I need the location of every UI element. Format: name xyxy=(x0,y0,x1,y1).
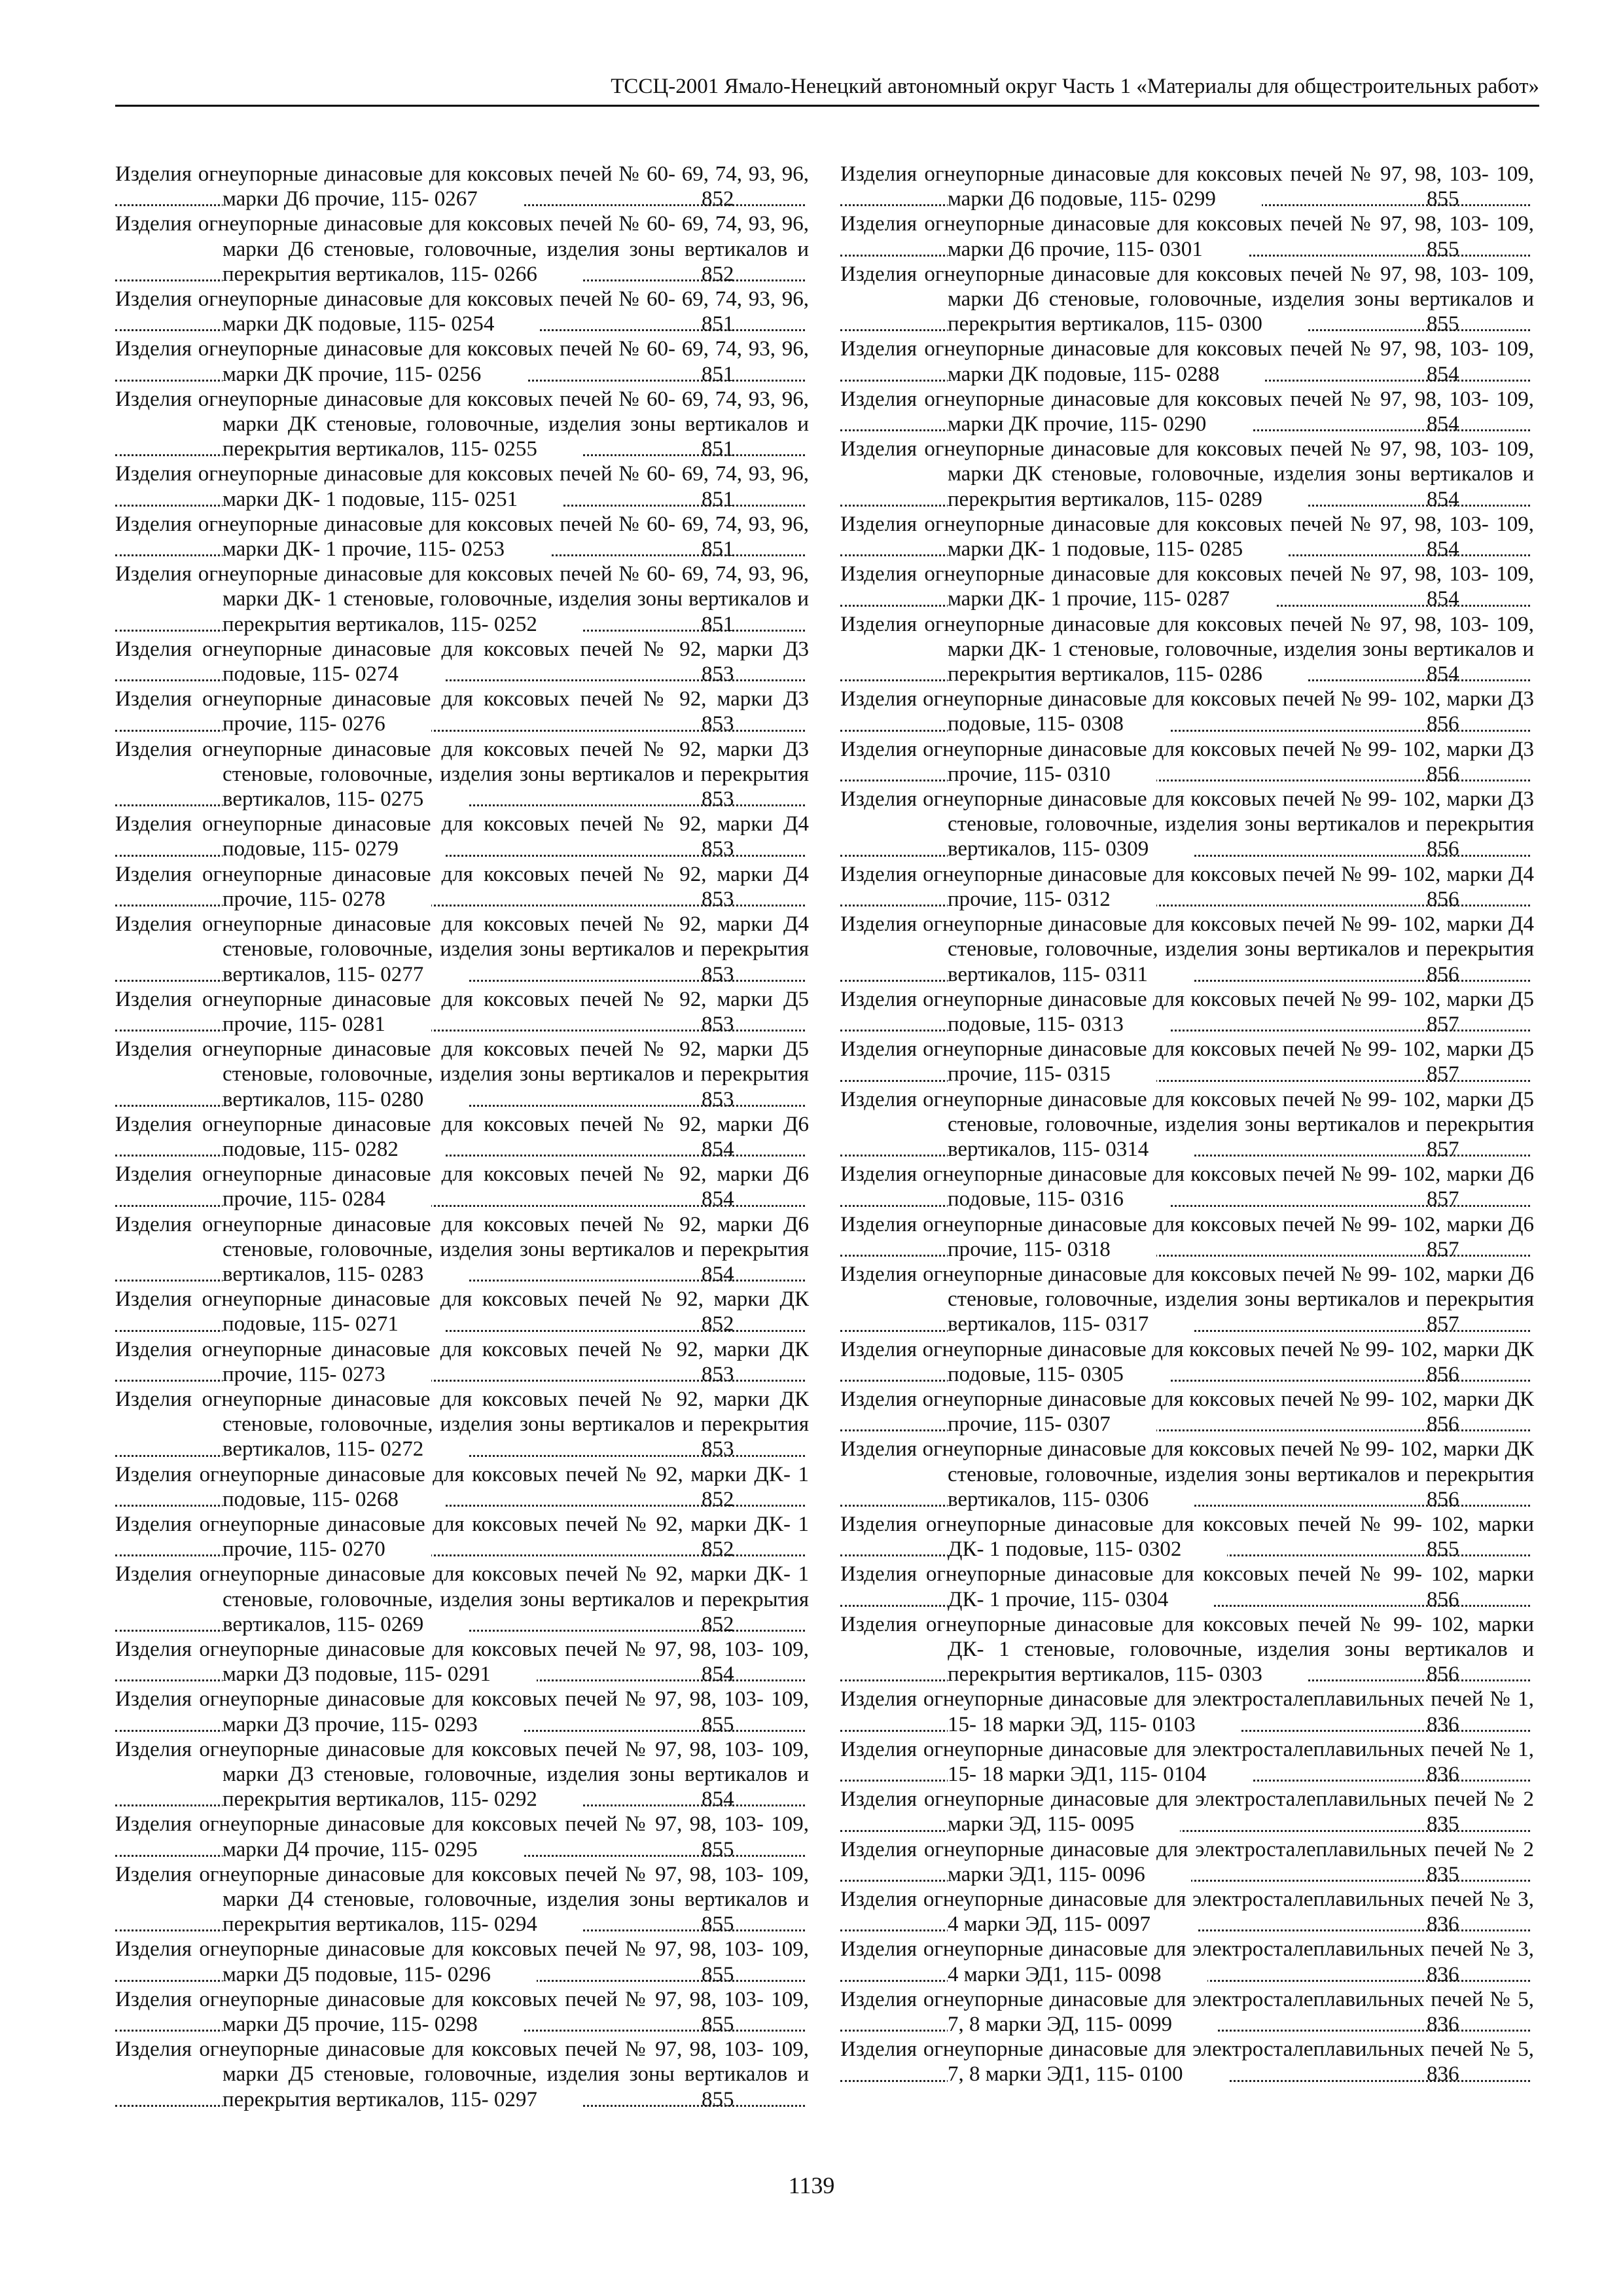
index-entry-text: Изделия огнеупорные динасовые для коксовых печей № 92, марки ДК прочие, 115- 0273 xyxy=(115,1337,809,1386)
index-entry-text: Изделия огнеупорные динасовые для коксовых печей № 60- 69, 74, 93, 96, марки Д6 прочие, 115- 0267 xyxy=(115,162,809,211)
index-entry-text: Изделия огнеупорные динасовые для коксовых печей № 92, марки Д6 подовые, 115- 0282 xyxy=(115,1112,809,1161)
index-entry xyxy=(115,562,809,637)
index-entry-page: 854 xyxy=(806,1787,809,1812)
index-entry xyxy=(115,1387,809,1462)
index-entry xyxy=(840,437,1534,512)
index-entry xyxy=(115,2037,809,2112)
index-entry xyxy=(840,1562,1534,1611)
index-entry-page: 852 xyxy=(806,1487,809,1512)
index-entry-text: Изделия огнеупорные динасовые для коксовых печей № 92, марки ДК стеновые, головочные, изделия зоны вертикалов и перекрытия вертикалов, 115- 0272 xyxy=(115,1387,809,1462)
index-entry-text: Изделия огнеупорные динасовые для электросталеплавильных печей № 5, 7, 8 марки ЭД, 115- 0099 xyxy=(840,1987,1534,2037)
index-entry-text: Изделия огнеупорные динасовые для коксовых печей № 99- 102, марки Д3 подовые, 115- 0308 xyxy=(840,687,1534,736)
index-entry xyxy=(115,1512,809,1562)
index-entry-text: Изделия огнеупорные динасовые для коксовых печей № 92, марки Д6 прочие, 115- 0284 xyxy=(115,1162,809,1211)
index-entry-text: Изделия огнеупорные динасовые для коксовых печей № 97, 98, 103- 109, марки Д5 прочие, 115- 0298 xyxy=(115,1987,809,2037)
index-entry-text: Изделия огнеупорные динасовые для коксовых печей № 99- 102, марки Д5 прочие, 115- 0315 xyxy=(840,1037,1534,1086)
index-entry xyxy=(115,1812,809,1861)
index-entry xyxy=(115,1162,809,1211)
index-entry-text: Изделия огнеупорные динасовые для коксовых печей № 99- 102, марки Д6 прочие, 115- 0318 xyxy=(840,1212,1534,1261)
index-entry-page: 856 xyxy=(1531,1587,1534,1612)
index-entry-text: Изделия огнеупорные динасовые для коксовых печей № 92, марки Д3 стеновые, головочные, изделия зоны вертикалов и перекрытия вертикалов, 115- 0275 xyxy=(115,737,809,812)
index-entry-page: 856 xyxy=(1531,1662,1534,1687)
index-entry xyxy=(840,2037,1534,2087)
index-entry-page: 856 xyxy=(1531,1362,1534,1387)
index-entry xyxy=(840,1787,1534,1837)
index-entry xyxy=(840,336,1534,386)
index-entry-text: Изделия огнеупорные динасовые для коксовых печей № 97, 98, 103- 109, марки Д4 прочие, 115- 0295 xyxy=(115,1812,809,1861)
index-entry-page: 854 xyxy=(1531,362,1534,387)
index-entry xyxy=(840,612,1534,687)
index-entry xyxy=(115,461,809,511)
index-entry-page: 854 xyxy=(1531,412,1534,437)
index-entry xyxy=(840,1612,1534,1687)
index-entry-page: 854 xyxy=(806,1662,809,1687)
index-entry-page: 853 xyxy=(806,1012,809,1037)
index-entry-text: Изделия огнеупорные динасовые для коксовых печей № 60- 69, 74, 93, 96, марки ДК- 1 подовые, 115- 0251 xyxy=(115,462,809,511)
index-entry xyxy=(115,1987,809,2037)
index-entry-text: Изделия огнеупорные динасовые для коксовых печей № 60- 69, 74, 93, 96, марки ДК- 1 стеновые, головочные, изделия зоны вертикалов и перекрытия вертикалов, 115- 0252 xyxy=(115,562,809,636)
index-entry-text: Изделия огнеупорные динасовые для коксовых печей № 92, марки ДК- 1 прочие, 115- 0270 xyxy=(115,1512,809,1562)
index-entry-page: 856 xyxy=(1531,762,1534,787)
index-entry-page: 855 xyxy=(806,1962,809,1987)
index-entry-page: 851 xyxy=(806,537,809,562)
index-entry-text: Изделия огнеупорные динасовые для коксовых печей № 92, марки Д3 подовые, 115- 0274 xyxy=(115,637,809,687)
index-entry xyxy=(115,287,809,336)
index-entry-text: Изделия огнеупорные динасовые для коксовых печей № 99- 102, марки Д3 стеновые, головочные, изделия зоны вертикалов и перекрытия вертикалов, 115- 0309 xyxy=(840,787,1534,861)
index-entry-page: 857 xyxy=(1531,1312,1534,1336)
index-entry-page: 852 xyxy=(806,1612,809,1637)
index-entry-page: 855 xyxy=(806,1837,809,1862)
index-entry-page: 853 xyxy=(806,1362,809,1387)
index-entry-text: Изделия огнеупорные динасовые для коксовых печей № 97, 98, 103- 109, марки ДК- 1 стеновые, головочные, изделия зоны вертикалов и перекрытия вертикалов, 115- 0286 xyxy=(840,612,1534,687)
index-entry xyxy=(840,1437,1534,1512)
index-entry-page: 855 xyxy=(806,2012,809,2037)
index-entry xyxy=(840,1987,1534,2037)
index-entry-page: 853 xyxy=(806,887,809,912)
index-entry xyxy=(115,637,809,687)
index-entry xyxy=(115,1337,809,1387)
index-entry-text: Изделия огнеупорные динасовые для коксовых печей № 97, 98, 103- 109, марки Д3 стеновые, головочные, изделия зоны вертикалов и перекрытия вертикалов, 115- 0292 xyxy=(115,1737,809,1812)
index-entry xyxy=(115,812,809,861)
index-entry-page: 856 xyxy=(1531,887,1534,912)
index-entry xyxy=(115,1212,809,1287)
index-entry-page: 856 xyxy=(1531,711,1534,736)
index-entry xyxy=(115,1562,809,1637)
index-entry-text: Изделия огнеупорные динасовые для коксовых печей № 99- 102, марки ДК- 1 стеновые, головочные, изделия зоны вертикалов и перекрытия вертикалов, 115- 0303 xyxy=(840,1612,1534,1687)
index-entry-page: 854 xyxy=(806,1137,809,1162)
index-entry-text: Изделия огнеупорные динасовые для коксовых печей № 97, 98, 103- 109, марки Д5 стеновые, головочные, изделия зоны вертикалов и перекрытия вертикалов, 115- 0297 xyxy=(115,2037,809,2111)
index-entry xyxy=(840,1937,1534,1986)
index-entry-page: 853 xyxy=(806,662,809,687)
index-entry-text: Изделия огнеупорные динасовые для коксовых печей № 99- 102, марки Д5 стеновые, головочные, изделия зоны вертикалов и перекрытия вертикалов, 115- 0314 xyxy=(840,1087,1534,1161)
index-entry xyxy=(840,562,1534,611)
index-entry-text: Изделия огнеупорные динасовые для коксовых печей № 60- 69, 74, 93, 96, марки Д6 стеновые, головочные, изделия зоны вертикалов и перекрытия вертикалов, 115- 0266 xyxy=(115,212,809,286)
index-entry-page: 851 xyxy=(806,362,809,387)
index-entry-page: 855 xyxy=(1531,312,1534,336)
index-entry xyxy=(115,1037,809,1112)
index-entry xyxy=(840,737,1534,787)
index-entry-text: Изделия огнеупорные динасовые для коксовых печей № 97, 98, 103- 109, марки Д6 стеновые, головочные, изделия зоны вертикалов и перекрытия вертикалов, 115- 0300 xyxy=(840,262,1534,336)
index-column-left xyxy=(115,162,809,2112)
index-entry-page: 852 xyxy=(806,187,809,211)
index-entry-page: 853 xyxy=(806,1437,809,1462)
index-entry-page: 856 xyxy=(1531,1487,1534,1512)
index-entry-page: 854 xyxy=(1531,537,1534,562)
index-entry-page: 855 xyxy=(806,1712,809,1737)
index-entry-page: 852 xyxy=(806,262,809,287)
index-entry xyxy=(115,1687,809,1736)
index-entry-page: 836 xyxy=(1531,1912,1534,1937)
index-entry-text: Изделия огнеупорные динасовые для коксовых печей № 60- 69, 74, 93, 96, марки ДК- 1 прочие, 115- 0253 xyxy=(115,512,809,562)
index-entry-page: 836 xyxy=(1531,1712,1534,1737)
index-entry-page: 855 xyxy=(1531,187,1534,211)
index-entry xyxy=(115,987,809,1037)
index-entry-text: Изделия огнеупорные динасовые для коксовых печей № 92, марки ДК подовые, 115- 0271 xyxy=(115,1287,809,1336)
index-entry-text: Изделия огнеупорные динасовые для электросталеплавильных печей № 3, 4 марки ЭД, 115- 0097 xyxy=(840,1888,1534,1937)
index-entry xyxy=(840,1212,1534,1262)
index-entry xyxy=(115,387,809,462)
index-entry-text: Изделия огнеупорные динасовые для коксовых печей № 97, 98, 103- 109, марки ДК стеновые, головочные, изделия зоны вертикалов и перекрытия вертикалов, 115- 0289 xyxy=(840,437,1534,511)
index-column-right xyxy=(840,162,1534,2087)
index-entry xyxy=(115,862,809,912)
index-entry xyxy=(840,262,1534,337)
index-entry-text: Изделия огнеупорные динасовые для электросталеплавильных печей № 2 марки ЭД, 115- 0095 xyxy=(840,1787,1534,1837)
index-entry-page: 856 xyxy=(1531,836,1534,861)
index-entry-page: 853 xyxy=(806,787,809,812)
index-entry-text: Изделия огнеупорные динасовые для коксовых печей № 99- 102, марки Д6 стеновые, головочные, изделия зоны вертикалов и перекрытия вертикалов, 115- 0317 xyxy=(840,1262,1534,1336)
index-entry xyxy=(840,1687,1534,1736)
index-entry-page: 855 xyxy=(806,2087,809,2112)
index-entry xyxy=(840,1837,1534,1887)
index-entry-page: 853 xyxy=(806,1087,809,1112)
index-entry-page: 852 xyxy=(806,1312,809,1336)
index-entry xyxy=(115,687,809,736)
index-entry xyxy=(115,1462,809,1512)
index-entry-text: Изделия огнеупорные динасовые для коксовых печей № 99- 102, марки Д6 подовые, 115- 0316 xyxy=(840,1162,1534,1211)
index-entry xyxy=(840,987,1534,1037)
index-entry-text: Изделия огнеупорные динасовые для коксовых печей № 60- 69, 74, 93, 96, марки ДК прочие, 115- 0256 xyxy=(115,337,809,386)
index-entry xyxy=(840,912,1534,987)
index-entry xyxy=(840,1887,1534,1937)
index-entry-text: Изделия огнеупорные динасовые для коксовых печей № 97, 98, 103- 109, марки Д6 прочие, 115- 0301 xyxy=(840,212,1534,261)
index-entry-page: 853 xyxy=(806,711,809,736)
index-entry xyxy=(115,336,809,386)
index-entry-page: 855 xyxy=(1531,1537,1534,1562)
index-entry-text: Изделия огнеупорные динасовые для коксовых печей № 97, 98, 103- 109, марки ДК прочие, 115- 0290 xyxy=(840,387,1534,437)
index-entry xyxy=(115,1937,809,1986)
index-entry-page: 856 xyxy=(1531,1412,1534,1437)
index-entry-page: 855 xyxy=(806,1912,809,1937)
index-entry xyxy=(840,387,1534,437)
index-entry-text: Изделия огнеупорные динасовые для коксовых печей № 97, 98, 103- 109, марки Д3 прочие, 115- 0293 xyxy=(115,1687,809,1736)
index-entry-text: Изделия огнеупорные динасовые для коксовых печей № 92, марки Д5 прочие, 115- 0281 xyxy=(115,987,809,1036)
index-entry-text: Изделия огнеупорные динасовые для коксовых печей № 60- 69, 74, 93, 96, марки ДК стеновые, головочные, изделия зоны вертикалов и перекрытия вертикалов, 115- 0255 xyxy=(115,387,809,461)
index-entry xyxy=(840,512,1534,562)
index-entry-page: 857 xyxy=(1531,1187,1534,1211)
index-entry-page: 853 xyxy=(806,962,809,987)
index-entry-text: Изделия огнеупорные динасовые для коксовых печей № 92, марки Д4 прочие, 115- 0278 xyxy=(115,862,809,911)
index-entry-text: Изделия огнеупорные динасовые для коксовых печей № 92, марки ДК- 1 стеновые, головочные, изделия зоны вертикалов и перекрытия вертикалов, 115- 0269 xyxy=(115,1562,809,1636)
index-entry xyxy=(840,1737,1534,1787)
index-entry xyxy=(840,1262,1534,1337)
index-entry-page: 836 xyxy=(1531,1962,1534,1987)
index-entry-text: Изделия огнеупорные динасовые для коксовых печей № 97, 98, 103- 109, марки Д4 стеновые, головочные, изделия зоны вертикалов и перекрытия вертикалов, 115- 0294 xyxy=(115,1862,809,1937)
index-entry-text: Изделия огнеупорные динасовые для коксовых печей № 97, 98, 103- 109, марки Д3 подовые, 115- 0291 xyxy=(115,1637,809,1687)
index-entry-page: 857 xyxy=(1531,1237,1534,1262)
index-entry-text: Изделия огнеупорные динасовые для коксовых печей № 97, 98, 103- 109, марки Д6 подовые, 115- 0299 xyxy=(840,162,1534,211)
index-entry xyxy=(840,1512,1534,1562)
index-entry-text: Изделия огнеупорные динасовые для коксовых печей № 99- 102, марки Д4 прочие, 115- 0312 xyxy=(840,862,1534,911)
index-entry-text: Изделия огнеупорные динасовые для электросталеплавильных печей № 1, 15- 18 марки ЭД1, 115- 0104 xyxy=(840,1737,1534,1786)
index-entry-page: 856 xyxy=(1531,962,1534,987)
index-entry-text: Изделия огнеупорные динасовые для коксовых печей № 99- 102, марки ДК подовые, 115- 0305 xyxy=(840,1337,1534,1386)
index-entry xyxy=(115,162,809,211)
index-entry xyxy=(840,1387,1534,1437)
index-entry-text: Изделия огнеупорные динасовые для коксовых печей № 97, 98, 103- 109, марки ДК- 1 прочие, 115- 0287 xyxy=(840,562,1534,611)
index-entry-text: Изделия огнеупорные динасовые для коксовых печей № 99- 102, марки ДК стеновые, головочные, изделия зоны вертикалов и перекрытия вертикалов, 115- 0306 xyxy=(840,1437,1534,1511)
index-entry xyxy=(115,211,809,287)
index-entry-page: 857 xyxy=(1531,1012,1534,1037)
index-entry xyxy=(840,1087,1534,1162)
index-entry-text: Изделия огнеупорные динасовые для коксовых печей № 99- 102, марки ДК прочие, 115- 0307 xyxy=(840,1387,1534,1437)
index-entry xyxy=(840,162,1534,211)
index-entry-text: Изделия огнеупорные динасовые для коксовых печей № 99- 102, марки Д5 подовые, 115- 0313 xyxy=(840,987,1534,1036)
index-entry-page: 852 xyxy=(806,1537,809,1562)
index-entry xyxy=(840,687,1534,736)
page-number: 1139 xyxy=(788,2172,835,2198)
index-entry-page: 854 xyxy=(1531,487,1534,512)
index-entry xyxy=(115,1637,809,1687)
index-entry-page: 855 xyxy=(1531,237,1534,262)
index-entry xyxy=(840,1337,1534,1387)
index-entry-page: 835 xyxy=(1531,1862,1534,1887)
index-entry-text: Изделия огнеупорные динасовые для электросталеплавильных печей № 5, 7, 8 марки ЭД1, 115- 0100 xyxy=(840,2037,1534,2087)
index-entry xyxy=(115,1287,809,1336)
index-entry xyxy=(115,1862,809,1937)
index-entry-page: 854 xyxy=(1531,662,1534,687)
index-entry-text: Изделия огнеупорные динасовые для коксовых печей № 97, 98, 103- 109, марки Д5 подовые, 115- 0296 xyxy=(115,1937,809,1986)
index-entry-text: Изделия огнеупорные динасовые для электросталеплавильных печей № 1, 15- 18 марки ЭД, 115- 0103 xyxy=(840,1687,1534,1736)
index-entry-page: 835 xyxy=(1531,1812,1534,1837)
index-entry-text: Изделия огнеупорные динасовые для коксовых печей № 92, марки Д3 прочие, 115- 0276 xyxy=(115,687,809,736)
index-entry-page: 851 xyxy=(806,487,809,512)
index-entry xyxy=(840,862,1534,912)
index-entry-text: Изделия огнеупорные динасовые для коксовых печей № 92, марки Д5 стеновые, головочные, изделия зоны вертикалов и перекрытия вертикалов, 115- 0280 xyxy=(115,1037,809,1111)
index-entry-page: 854 xyxy=(1531,586,1534,611)
index-entry-text: Изделия огнеупорные динасовые для коксовых печей № 60- 69, 74, 93, 96, марки ДК подовые, 115- 0254 xyxy=(115,287,809,336)
index-entry xyxy=(840,787,1534,862)
index-entry-text: Изделия огнеупорные динасовые для коксовых печей № 99- 102, марки ДК- 1 подовые, 115- 0302 xyxy=(840,1512,1534,1562)
index-entry-text: Изделия огнеупорные динасовые для коксовых печей № 99- 102, марки Д4 стеновые, головочные, изделия зоны вертикалов и перекрытия вертикалов, 115- 0311 xyxy=(840,912,1534,986)
index-entry-text: Изделия огнеупорные динасовые для коксовых печей № 97, 98, 103- 109, марки ДК- 1 подовые, 115- 0285 xyxy=(840,512,1534,562)
index-entry xyxy=(115,737,809,812)
index-entry xyxy=(840,1037,1534,1086)
index-entry-page: 836 xyxy=(1531,2062,1534,2087)
index-entry xyxy=(115,512,809,562)
running-header: ТССЦ-2001 Ямало-Ненецкий автономный округ Часть 1 «Материалы для общестроительных работ» xyxy=(611,75,1539,98)
index-entry-page: 857 xyxy=(1531,1062,1534,1086)
header-rule xyxy=(115,105,1539,107)
index-entry-page: 836 xyxy=(1531,2012,1534,2037)
index-entry-text: Изделия огнеупорные динасовые для коксовых печей № 99- 102, марки ДК- 1 прочие, 115- 0304 xyxy=(840,1562,1534,1611)
index-entry xyxy=(840,1162,1534,1211)
index-entry xyxy=(840,211,1534,261)
index-entry-page: 854 xyxy=(806,1187,809,1211)
index-entry-page: 851 xyxy=(806,437,809,461)
index-entry-page: 857 xyxy=(1531,1137,1534,1162)
index-entry-text: Изделия огнеупорные динасовые для коксовых печей № 92, марки Д4 стеновые, головочные, изделия зоны вертикалов и перекрытия вертикалов, 115- 0277 xyxy=(115,912,809,986)
index-entry xyxy=(115,1112,809,1162)
index-entry-page: 853 xyxy=(806,836,809,861)
index-entry-page: 851 xyxy=(806,612,809,637)
index-entry-text: Изделия огнеупорные динасовые для электросталеплавильных печей № 2 марки ЭД1, 115- 0096 xyxy=(840,1837,1534,1886)
index-entry-text: Изделия огнеупорные динасовые для электросталеплавильных печей № 3, 4 марки ЭД1, 115- 0098 xyxy=(840,1937,1534,1986)
index-entry-page: 836 xyxy=(1531,1762,1534,1787)
index-entry-text: Изделия огнеупорные динасовые для коксовых печей № 92, марки Д6 стеновые, головочные, изделия зоны вертикалов и перекрытия вертикалов, 115- 0283 xyxy=(115,1212,809,1286)
index-entry-page: 851 xyxy=(806,312,809,336)
index-entry-text: Изделия огнеупорные динасовые для коксовых печей № 92, марки Д4 подовые, 115- 0279 xyxy=(115,812,809,861)
index-entry-text: Изделия огнеупорные динасовые для коксовых печей № 99- 102, марки Д3 прочие, 115- 0310 xyxy=(840,737,1534,786)
index-entry-text: Изделия огнеупорные динасовые для коксовых печей № 97, 98, 103- 109, марки ДК подовые, 115- 0288 xyxy=(840,337,1534,386)
index-entry xyxy=(115,912,809,987)
index-entry xyxy=(115,1737,809,1812)
index-entry-page: 854 xyxy=(806,1262,809,1287)
index-entry-text: Изделия огнеупорные динасовые для коксовых печей № 92, марки ДК- 1 подовые, 115- 0268 xyxy=(115,1462,809,1511)
